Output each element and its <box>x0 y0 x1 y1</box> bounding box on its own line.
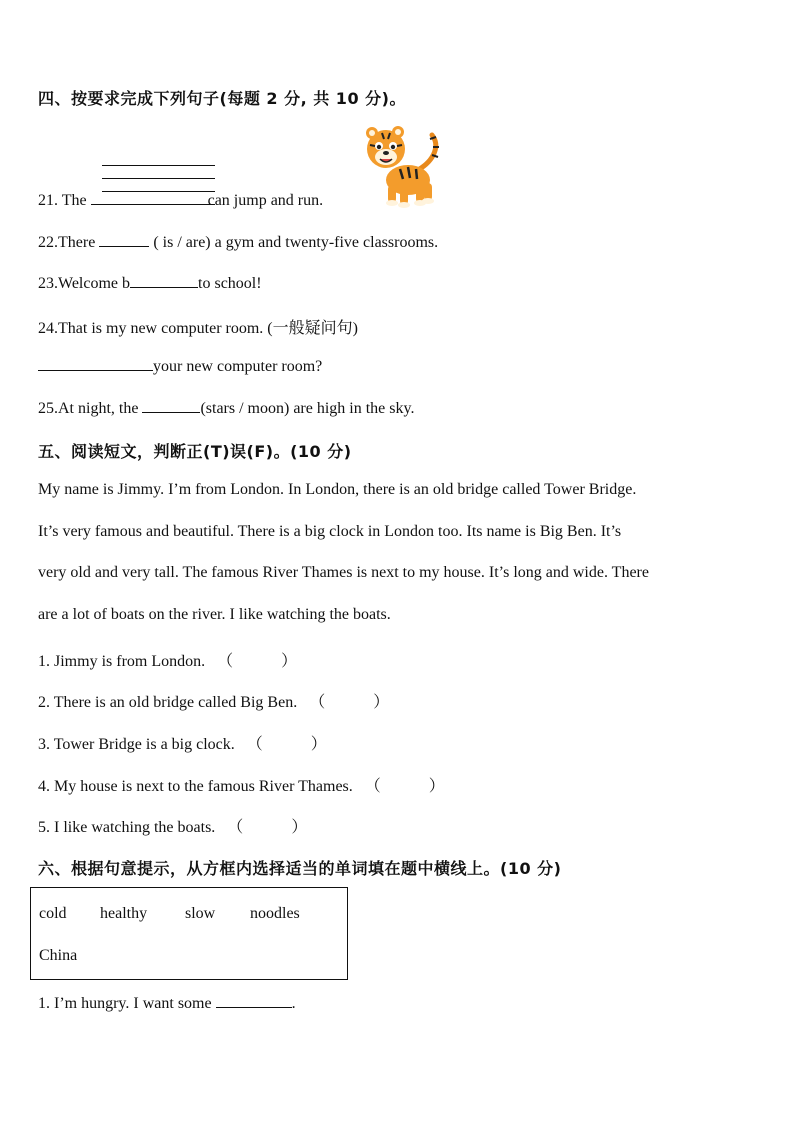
question-24-post: your new computer room? <box>153 358 323 375</box>
question-23 <box>38 273 262 293</box>
answer-paren-close: ） <box>310 736 327 753</box>
answer-blank-25[interactable] <box>142 398 200 413</box>
tf-item-5 <box>38 814 307 837</box>
question-23-pre: 23.Welcome b <box>38 275 131 292</box>
answer-paren-open: （ <box>246 736 263 753</box>
question-21 <box>38 190 323 210</box>
question-22-pre: 22.There <box>38 234 100 251</box>
word-bank-item: cold <box>39 905 67 922</box>
answer-paren-close: ） <box>428 778 445 795</box>
word-bank-box <box>30 887 348 980</box>
tf-item-text: 1. Jimmy is from London. <box>38 653 206 670</box>
tiger-cartoon-image <box>360 125 452 210</box>
answer-blank-s6-1[interactable] <box>216 993 292 1008</box>
tf-item-text: 2. There is an old bridge called Big Ben. <box>38 694 298 711</box>
word-bank-item: healthy <box>100 905 148 922</box>
answer-paren-open: （ <box>217 653 234 670</box>
passage-line: very old and very tall. The famous River Thames is next to my house. It’s long and wide. There <box>38 564 649 581</box>
section-6-q1-post: . <box>291 995 296 1012</box>
section-6-question-1 <box>38 993 296 1013</box>
question-24-line2 <box>38 356 322 376</box>
tf-item-text: 3. Tower Bridge is a big clock. <box>38 736 235 753</box>
answer-blank-21[interactable] <box>91 190 204 205</box>
section-4-heading: 四、按要求完成下列句子(每题 2 分, 共 10 分)。 <box>38 89 406 108</box>
question-22-post: ( is / are) a gym and twenty-five classrooms. <box>149 234 439 251</box>
tf-item-4 <box>38 773 445 796</box>
question-21-pre: The <box>58 192 91 209</box>
answer-paren-open: （ <box>309 694 326 711</box>
section-6-q1-pre: 1. I’m hungry. I want some <box>38 995 216 1012</box>
answer-blank-23[interactable] <box>130 273 198 288</box>
answer-paren-close: ） <box>281 653 298 670</box>
tf-item-3 <box>38 731 327 754</box>
question-25-post: (stars / moon) are high in the sky. <box>200 400 415 417</box>
word-bank-item: noodles <box>250 905 300 922</box>
answer-paren-open: （ <box>364 778 381 795</box>
word-bank-item: slow <box>185 905 216 922</box>
answer-paren-close: ） <box>291 819 308 836</box>
section-5-heading: 五、阅读短文，判断正(T)误(F)。(10 分) <box>38 442 352 461</box>
word-bank-item: China <box>39 947 78 964</box>
tf-item-2 <box>38 689 389 712</box>
question-25 <box>38 398 414 418</box>
tf-item-1 <box>38 648 297 671</box>
answer-paren-close: ） <box>373 694 390 711</box>
question-21-number: 21. <box>38 192 58 209</box>
section-6-heading: 六、根据句意提示，从方框内选择适当的单词填在题中横线上。(10 分) <box>38 859 562 878</box>
answer-paren-open: （ <box>227 819 244 836</box>
passage-line: are a lot of boats on the river. I like watching the boats. <box>38 606 391 623</box>
question-24-line1: 24.That is my new computer room. (一般疑问句) <box>38 320 358 337</box>
passage-line: It’s very famous and beautiful. There is a big clock in London too. Its name is Big Ben. It’s <box>38 523 622 540</box>
question-23-post: to school! <box>198 275 262 292</box>
question-22 <box>38 232 438 252</box>
tf-item-text: 4. My house is next to the famous River Thames. <box>38 778 353 795</box>
passage-line: My name is Jimmy. I’m from London. In London, there is an old bridge called Tower Bridge. <box>38 481 637 498</box>
tf-item-text: 5. I like watching the boats. <box>38 819 216 836</box>
answer-blank-22[interactable] <box>99 232 149 247</box>
answer-blank-24[interactable] <box>38 356 153 371</box>
question-21-post: can jump and run. <box>203 192 324 209</box>
question-25-pre: 25.At night, the <box>38 400 143 417</box>
